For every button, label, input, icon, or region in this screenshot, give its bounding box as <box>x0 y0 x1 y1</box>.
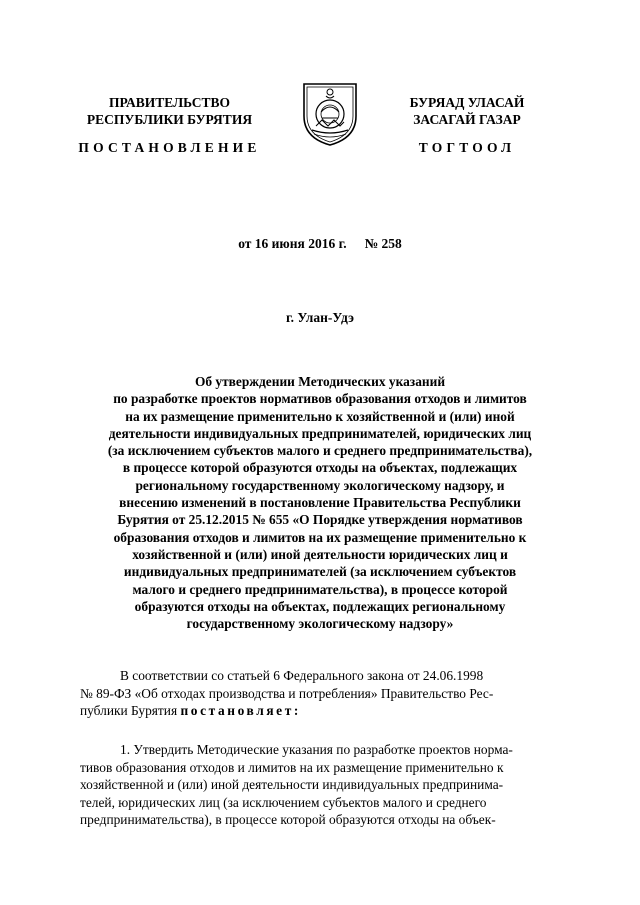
title-line: хозяйственной и (или) иной деятельности юридических лиц и <box>132 546 508 562</box>
paragraph-line <box>80 702 570 720</box>
header-left-line-2: РЕСПУБЛИКИ БУРЯТИЯ <box>86 112 253 127</box>
title-line: Об утверждении Методических указаний <box>194 374 446 389</box>
title-line: индивидуальных предпринимателей (за исключением субъектов <box>123 564 517 580</box>
title-line: малого и среднего предпринимательства), в процессе которой <box>132 581 508 597</box>
title-line: (за исключением субъектов малого и среднего предпринимательства), <box>107 443 533 459</box>
resolution-keyword: постановляет: <box>180 703 301 719</box>
title-line: деятельности индивидуальных предпринимателей, юридических лиц <box>108 425 532 441</box>
preamble-paragraph <box>80 667 570 720</box>
government-name-buryat <box>372 94 562 128</box>
document-title <box>80 373 560 632</box>
coat-of-arms-of-buryatia-icon <box>300 78 360 148</box>
title-line: образуются отходы на объектах, подлежащих региональному <box>134 598 506 614</box>
city-name: г. Улан-Удэ <box>286 310 354 325</box>
paragraph-line: тивов образования отходов и лимитов на их размещение применительно к <box>80 759 504 775</box>
document-date: от 16 июня 2016 г. <box>238 236 347 251</box>
government-name-russian <box>62 94 277 128</box>
header-right-line-2: ЗАСАГАЙ ГАЗАР <box>413 112 521 127</box>
doc-type-buryat: ТОГТООЛ <box>418 140 516 155</box>
header-right-line-1: БУРЯАД УЛАСАЙ <box>409 95 525 110</box>
paragraph-line: телей, юридических лиц (за исключением субъектов малого и среднего <box>80 794 487 810</box>
date-line <box>0 236 640 252</box>
title-line: внесению изменений в постановление Правительства Республики <box>119 495 521 511</box>
paragraph-line: хозяйственной и (или) иной деятельности индивидуальных предпринима- <box>80 777 504 793</box>
paragraph-line: № 89-ФЗ «Об отходах производства и потребления» Правительство Рес- <box>80 685 494 701</box>
clause-1-paragraph <box>80 741 570 829</box>
paragraph-line: 1. Утвердить Методические указания по разработке проектов норма- <box>120 742 513 757</box>
title-line: Бурятия от 25.12.2015 № 655 «О Порядке утверждения нормативов <box>117 512 523 528</box>
title-line: на их размещение применительно к хозяйственной и (или) иной <box>125 408 515 424</box>
document-number: № 258 <box>364 236 402 251</box>
doc-type-russian: ПОСТАНОВЛЕНИЕ <box>78 140 261 155</box>
title-line: образования отходов и лимитов на их размещение применительно к <box>113 529 527 545</box>
title-line: по разработке проектов нормативов образования отходов и лимитов <box>113 391 527 407</box>
title-line: региональному государственному экологическому надзору, и <box>135 477 505 493</box>
paragraph-text: публики Бурятия <box>80 703 178 719</box>
paragraph-line: В соответствии со статьей 6 Федерального закона от 24.06.1998 <box>120 668 484 683</box>
title-line: государственному экологическому надзору» <box>186 616 454 632</box>
header-left-line-1: ПРАВИТЕЛЬСТВО <box>108 95 230 110</box>
paragraph-line: предпринимательства), в процессе которой образуются отходы на объек- <box>80 812 496 828</box>
title-line: в процессе которой образуются отходы на объектах, подлежащих <box>122 460 518 476</box>
